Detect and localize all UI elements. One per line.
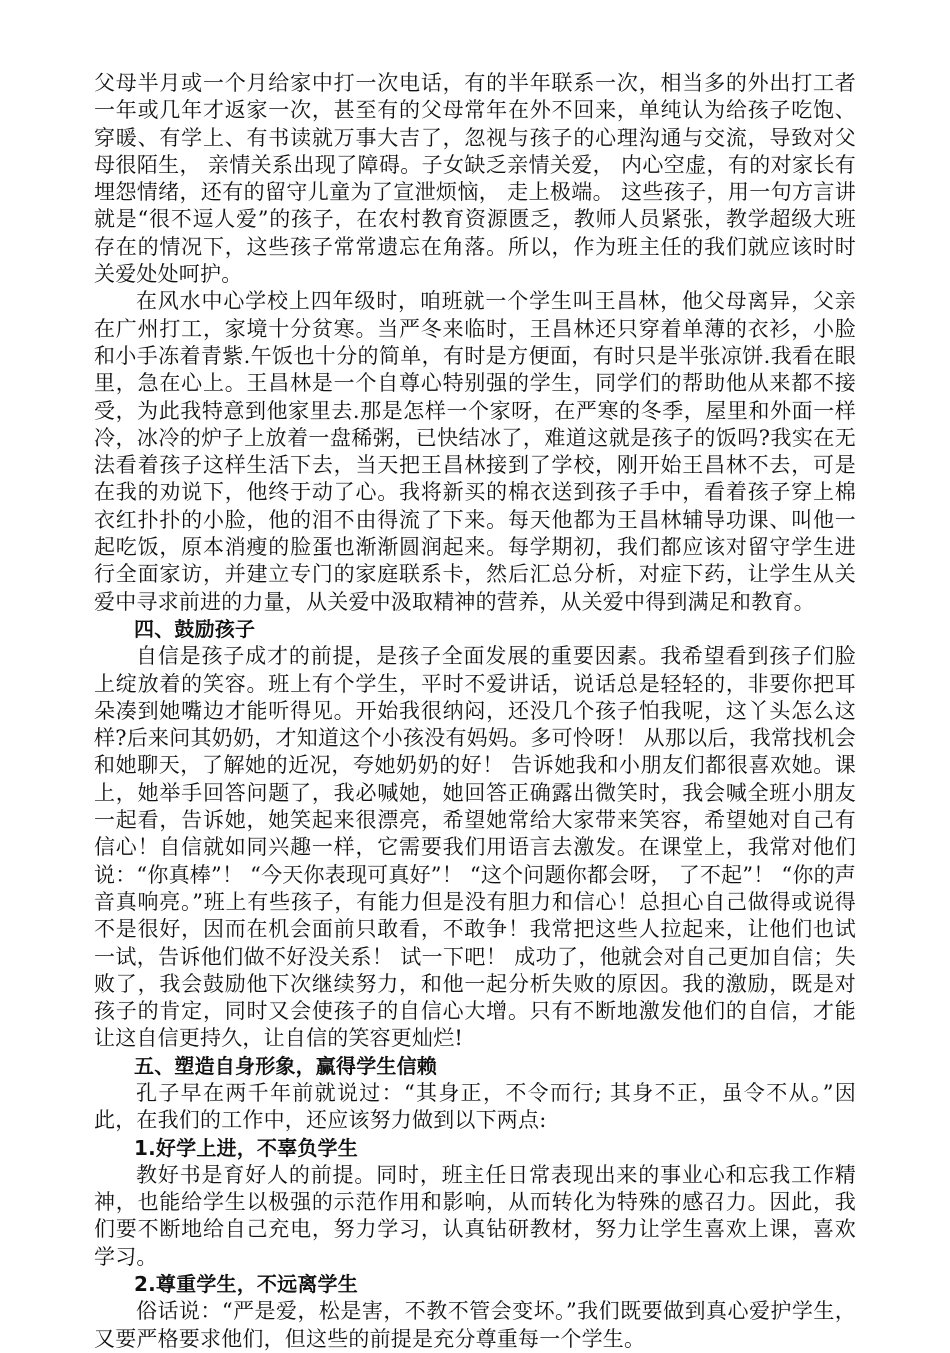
paragraph-teaching: 教好书是育好人的前提。同时，班主任日常表现出来的事业心和忘我工作精神，也能给学生以极强的示范作用和影响，从而转化为特殊的感召力。因此，我们要不断地给自己充电，努力学习，认真钻研教材，努力让学生喜欢上课，喜欢学习。 xyxy=(94,1162,856,1269)
section-heading-self-image: 五、塑造自身形象，赢得学生信赖 xyxy=(134,1053,437,1078)
paragraph-confucius: 孔子早在两千年前就说过：“其身正，不令而行; 其身不正，虽令不从。”因此，在我们的工作中，还应该努力做到以下两点: xyxy=(94,1080,856,1133)
subheading-study-hard: 1.好学上进，不辜负学生 xyxy=(134,1135,358,1160)
subheading-respect-students: 2.尊重学生，不远离学生 xyxy=(134,1272,358,1297)
paragraph-confidence: 自信是孩子成才的前提，是孩子全面发展的重要因素。我希望看到孩子们脸上绽放着的笑容。班上有个学生，平时不爱讲话，说话总是轻轻的，非要你把耳朵凑到她嘴边才能听得见。开始我很纳闷，还没几个孩子怕我呢，这丫头怎么这样?后来问其奶奶，才知道这个小孩没有妈妈。多可怜呀！ 从那以后，我常找机会和她聊天，了解她的近况，夸她奶奶的好！ 告诉她我和小朋友们都很喜欢她。课上，她举手回答问题了，我必喊她，她回答正确露出微笑时，我会喊全班小朋友一起看，告诉她，她笑起来很漂亮，希望她常给大家带来笑容，希望她对自己有信心！自信就如同兴趣一样，它需要我们用语言去激发。在课堂上，我常对他们说：“你真棒”！ “今天你表现可真好”！ “这个问题你都会呀， 了不起”！ “你的声音真响亮。”班上有些孩子，有能力但是没有胆力和信心！总担心自己做得或说得不是很好，因而在机会面前只敢看，不敢争！我常把这些人拉起来，让他们也试一试，告诉他们做不好没关系！ 试一下吧！ 成功了，他就会对自己更加自信；失败了，我会鼓励他下次继续努力，和他一起分析失败的原因。我的激励，既是对孩子的肯定，同时又会使孩子的自信心大增。只有不断地激发他们的自信，才能让这自信更持久，让自信的笑容更灿烂! xyxy=(94,644,856,1051)
paragraph-proverb: 俗话说：“严是爱，松是害，不教不管会变坏。”我们既要做到真心爱护学生，又要严格要求他们，但这些的前提是充分尊重每一个学生。 xyxy=(94,1299,856,1351)
paragraph-parents-contact: 父母半月或一个月给家中打一次电话，有的半年联系一次，相当多的外出打工者一年或几年才返家一次，甚至有的父母常年在外不回来，单纯认为给孩子吃饱、穿暖、有学上、有书读就万事大吉了，忽视与孩子的心理沟通与交流，导致对父母很陌生， 亲情关系出现了障碍。子女缺乏亲情关爱， 内心空虚，有的对家长有埋怨情绪，还有的留守儿童为了宣泄烦恼， 走上极端。 这些孩子，用一句方言讲就是“很不逗人爱”的孩子，在农村教育资源匮乏，教师人员紧张，教学超级大班存在的情况下，这些孩子常常遗忘在角落。所以，作为班主任的我们就应该时时关爱处处呵护。 xyxy=(94,71,856,287)
paragraph-wang-changlin-story: 在风水中心学校上四年级时，咱班就一个学生叫王昌林，他父母离异，父亲在广州打工，家境十分贫寒。当严冬来临时，王昌林还只穿着单薄的衣衫，小脸和小手冻着青紫.午饭也十分的简单，有时是方便面，有时只是半张凉饼.我看在眼里，急在心上。王昌林是一个自尊心特别强的学生，同学们的帮助他从来都不接受，为此我特意到他家里去.那是怎样一个家呀，在严寒的冬季，屋里和外面一样冷，冰冷的炉子上放着一盘稀粥，已快结冰了，难道这就是孩子的饭吗?我实在无法看着孩子这样生活下去，当天把王昌林接到了学校，刚开始王昌林不去，可是在我的劝说下，他终于动了心。我将新买的棉衣送到孩子手中，看着孩子穿上棉衣红扑扑的小脸，他的泪不由得流了下来。每天他都为王昌林辅导功课、叫他一起吃饭，原本消瘦的脸蛋也渐渐圆润起来。每学期初，我们都应该对留守学生进行全面家访，并建立专门的家庭联系卡，然后汇总分析，对症下药，让学生从关爱中寻求前进的力量，从关爱中汲取精神的营养，从关爱中得到满足和教育。 xyxy=(94,289,856,614)
section-heading-encourage: 四、鼓励孩子 xyxy=(134,616,256,641)
